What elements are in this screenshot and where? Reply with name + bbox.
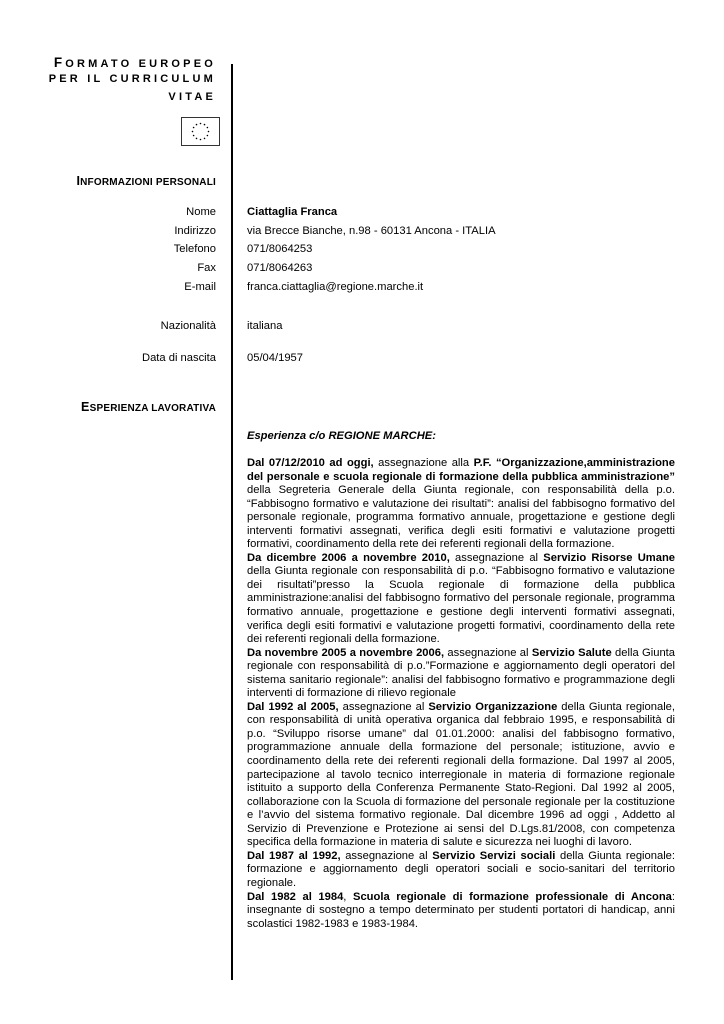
phone-value: 071/8064253	[247, 243, 313, 255]
header-line-3: VITAE	[168, 91, 216, 103]
experience-entry: Dal 07/12/2010 ad oggi, assegnazione alla P.F. “Organizzazione,amministrazione del personale e scuola regionale di formazione della pubblica amministrazione” della Segreteria Generale della Giunta regionale, con responsabilità della p.o. “Fabbisogno formativo e valutazione dei risultati”: analisi del fabbisogno formativo del personale regionale, programma formativo annuale, progettazione e gestione degli interventi formativi assegnati, verifica degli esiti formativi e valutazione progetti formativi, coordinamento della rete dei referenti regionali della formazione.	[247, 457, 675, 551]
fax-value: 071/8064263	[247, 262, 313, 274]
nationality-value: italiana	[247, 320, 283, 332]
birth-date-value: 05/04/1957	[247, 352, 303, 364]
experience-entry: Dal 1982 al 1984, Scuola regionale di formazione professionale di Ancona: insegnante di sostegno a tempo determinato per studenti portatori di handicap, anni scolastici 1982-1983 e 1983-1984.	[247, 890, 675, 930]
column-divider	[231, 64, 233, 980]
nationality-label: Nazionalità	[160, 320, 216, 332]
name-label: Nome	[186, 206, 216, 218]
experience-body	[247, 457, 675, 931]
email-label: E-mail	[184, 281, 216, 293]
section-work-experience: ESPERIENZA LAVORATIVA	[81, 400, 216, 414]
experience-entry: Dal 1987 al 1992, assegnazione al Servizio Servizi sociali della Giunta regionale: formazione e aggiornamento degli operatori sociali e socio-sanitari del territorio regionale.	[247, 849, 676, 889]
experience-entry: Dal 1992 al 2005, assegnazione al Servizio Organizzazione della Giunta regionale, con responsabilità di unità operativa organica dal febbraio 1995, e responsabilità di p.o. “Sviluppo risorse umane” dal 01.01.2000: analisi del fabbisogno formativo, programmazione annuale della formazione del personale; istituzione, avvio e coordinamento della rete dei referenti regionali della formazione. Dal 1997 al 2005, partecipazione al tavolo tecnico interregionale in materia di formazione regionale istituito a supporto della Conferenza Permanente Stato-Regioni. Dal 1992 al 2005, collaborazione con la Scuola di formazione del personale regionale per la costituzione e l’avvio del sistema formativo regionale. Dal dicembre 1996 ad oggi , Addetto al Servizio di Prevenzione e Protezione ai sensi del D.Lgs.81/2008, con competenza specifica della formazione in materia di salute e sicurezza nei luoghi di lavoro.	[247, 700, 676, 849]
experience-heading: Esperienza c/o REGIONE MARCHE:	[247, 430, 436, 442]
birth-date-label: Data di nascita	[141, 352, 216, 364]
section-personal-info: INFORMAZIONI PERSONALI	[76, 174, 216, 188]
experience-entry: Da dicembre 2006 a novembre 2010, assegnazione al Servizio Risorse Umane della Giunta regionale con responsabilità di p.o. “Fabbisogno formativo e valutazione dei risultati”presso la Scuola regionale di formazione della pubblica amministrazione:analisi del fabbisogno formativo del personale regionale, programma formativo annuale, progettazione e gestione degli interventi formativi assegnati, verifica degli esiti formativi e valutazione progetti formativi, coordinamento della rete dei referenti regionali della formazione.	[247, 551, 676, 646]
header-line-2: PER IL CURRICULUM	[48, 73, 216, 85]
fax-label: Fax	[197, 262, 216, 274]
experience-entry: Da novembre 2005 a novembre 2006, assegnazione al Servizio Salute della Giunta regionale con responsabilità di p.o.”Formazione e aggiornamento degli operatori del sistema sanitario regionale”: analisi del fabbisogno formativo e programmazione degli interventi di formazione di rilievo regionale	[247, 646, 675, 700]
address-value: via Brecce Bianche, n.98 - 60131 Ancona - ITALIA	[247, 225, 496, 237]
header-line-1: FORMATO EUROPEO	[53, 55, 216, 70]
eu-flag-icon	[181, 117, 220, 146]
email-value[interactable]: franca.ciattaglia@regione.marche.it	[247, 281, 424, 293]
phone-label: Telefono	[173, 243, 216, 255]
address-label: Indirizzo	[174, 225, 216, 237]
name-value: Ciattaglia Franca	[247, 206, 338, 218]
